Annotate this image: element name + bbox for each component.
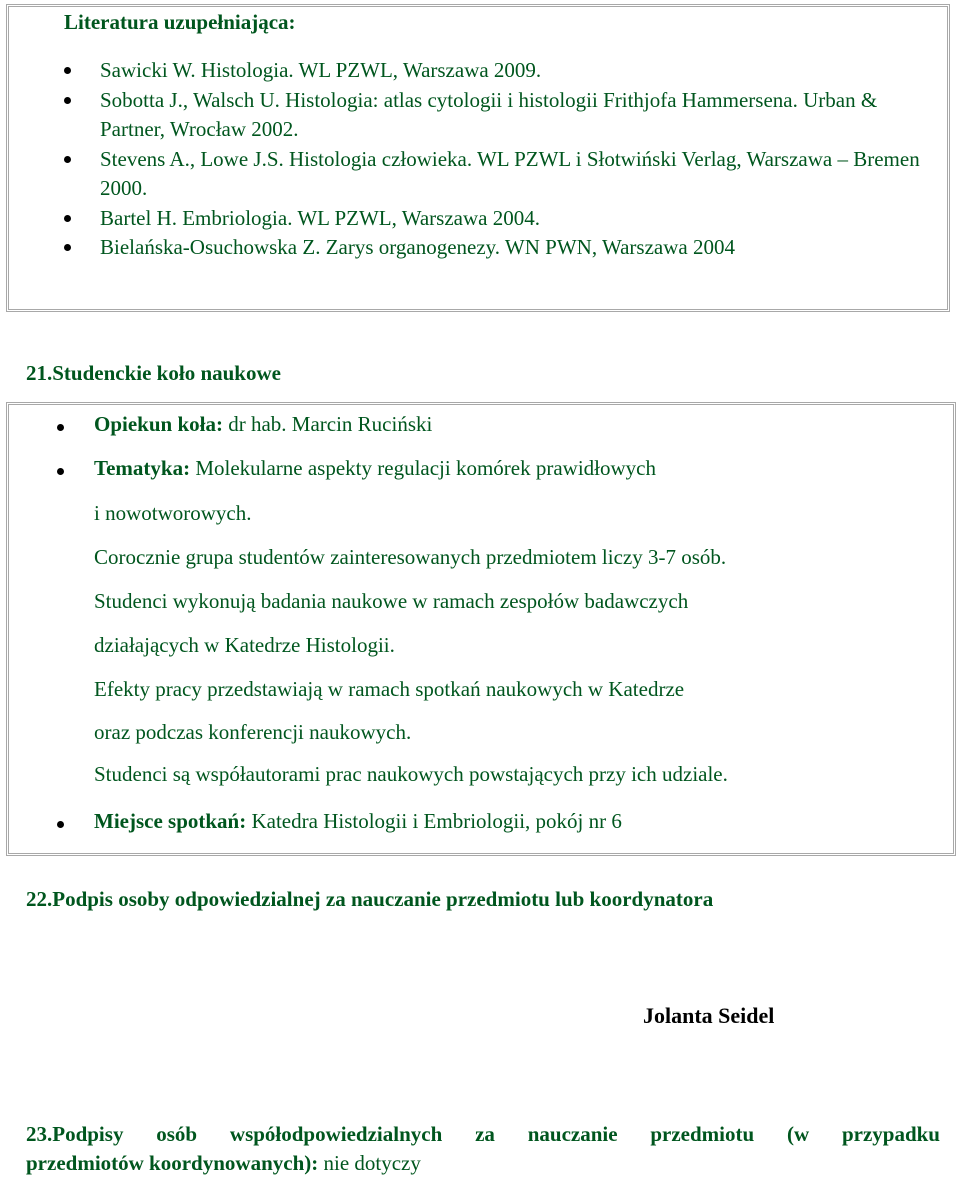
paragraph: działających w Katedrze Histologii. <box>94 633 395 657</box>
meeting-place-line <box>94 809 622 834</box>
paragraph: Studenci są współautorami prac naukowych powstających przy ich udziale. <box>94 762 728 786</box>
supervisor-line <box>94 412 432 437</box>
bullet-icon <box>57 468 64 475</box>
list-item: Bartel H. Embriologia. WL PZWL, Warszawa 2004. <box>64 204 924 234</box>
signature-name: Jolanta Seidel <box>643 1003 775 1028</box>
list-item: Bielańska-Osuchowska Z. Zarys organogenezy. WN PWN, Warszawa 2004 <box>64 233 924 263</box>
supervisor-value: dr hab. Marcin Ruciński <box>222 412 433 436</box>
section-22-heading: 22.Podpis osoby odpowiedzialnej za nauczanie przedmiotu lub koordynatora <box>26 887 714 911</box>
bullet-icon <box>57 424 64 431</box>
supervisor-label: Opiekun koła: <box>94 412 223 436</box>
paragraph: oraz podczas konferencji naukowych. <box>94 720 412 744</box>
list-item: Sobotta J., Walsch U. Histologia: atlas cytologii i histologii Frithjofa Hammersena. Urban & Partner, Wrocław 2002. <box>64 86 924 145</box>
section-23 <box>26 1120 940 1178</box>
topic-value: Molekularne aspekty regulacji komórek prawidłowych <box>190 456 656 480</box>
section-23-heading-line2: przedmiotów koordynowanych): <box>26 1151 319 1175</box>
section-23-heading-line1: 23.Podpisy osób współodpowiedzialnych za nauczanie przedmiotu (w przypadku <box>26 1122 940 1146</box>
paragraph: Studenci wykonują badania naukowe w ramach zespołów badawczych <box>94 589 689 613</box>
section-23-value: nie dotyczy <box>318 1151 421 1175</box>
meeting-place-value: Katedra Histologii i Embriologii, pokój nr 6 <box>246 809 622 833</box>
bullet-icon <box>57 821 64 828</box>
list-item: Stevens A., Lowe J.S. Histologia człowieka. WL PZWL i Słotwiński Verlag, Warszawa – Bremen 2000. <box>64 145 924 204</box>
topic-continuation: i nowotworowych. <box>94 501 252 525</box>
meeting-place-label: Miejsce spotkań: <box>94 809 247 833</box>
paragraph: Corocznie grupa studentów zainteresowanych przedmiotem liczy 3-7 osób. <box>94 545 727 569</box>
paragraph: Efekty pracy przedstawiają w ramach spotkań naukowych w Katedrze <box>94 677 685 701</box>
topic-line <box>94 456 656 481</box>
literature-heading: Literatura uzupełniająca: <box>64 10 296 34</box>
section-21-heading: 21.Studenckie koło naukowe <box>26 361 281 385</box>
list-item: Sawicki W. Histologia. WL PZWL, Warszawa 2009. <box>64 56 924 86</box>
topic-label: Tematyka: <box>94 456 191 480</box>
